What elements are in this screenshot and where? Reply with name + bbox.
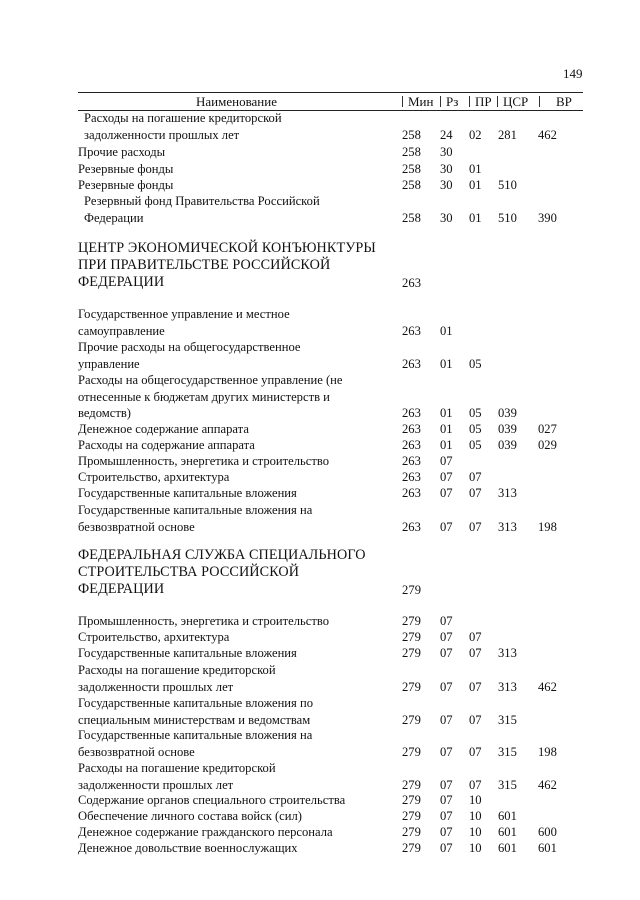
cell-pr: 02 [469, 127, 482, 142]
table-row [78, 161, 482, 178]
cell-min: 263 [402, 470, 421, 484]
cell-csr: 315 [498, 777, 517, 792]
cell-rz: 30 [440, 178, 453, 192]
cell-vr: 462 [538, 679, 557, 694]
cell-pr: 07 [469, 679, 482, 694]
cell-pr: 07 [469, 777, 482, 792]
row-name-line: безвозвратной основе [78, 744, 195, 759]
header-divider [469, 96, 470, 107]
table-row [78, 437, 557, 454]
row-name-line: Прочие расходы [78, 145, 166, 159]
row-name-line: Государственные капитальные вложения на [78, 503, 313, 517]
cell-pr: 10 [469, 809, 482, 823]
header-rz: Рз [446, 94, 459, 109]
header-vr: ВР [556, 94, 572, 109]
cell-csr: 039 [498, 438, 517, 452]
cell-rz: 07 [440, 614, 453, 628]
cell-min: 258 [402, 127, 421, 142]
cell-min: 263 [402, 519, 421, 534]
cell-rz: 07 [440, 809, 453, 823]
cell-rz: 30 [440, 210, 453, 225]
cell-pr: 10 [469, 825, 482, 839]
cell-csr: 510 [498, 178, 517, 192]
cell-min: 263 [402, 275, 422, 290]
row-name-line: задолженности прошлых лет [84, 127, 240, 142]
cell-vr: 390 [538, 210, 557, 225]
cell-rz: 07 [440, 630, 453, 644]
cell-min: 279 [402, 614, 421, 628]
row-name-line: Строительство, архитектура [78, 630, 230, 644]
cell-min: 279 [402, 793, 421, 807]
cell-min: 263 [402, 438, 421, 452]
header-min: Мин [408, 94, 434, 109]
cell-csr: 315 [498, 712, 517, 727]
row-name-line: ЦЕНТР ЭКОНОМИЧЕСКОЙ КОНЪЮНКТУРЫ [78, 240, 376, 256]
row-name-line: Расходы на погашение кредиторской [78, 663, 276, 677]
header-pr: ПР [475, 94, 492, 109]
row-name-line: управление [78, 356, 140, 371]
cell-rz: 01 [440, 323, 453, 338]
cell-min: 258 [402, 178, 421, 192]
cell-csr: 039 [498, 422, 517, 436]
cell-min: 263 [402, 323, 421, 338]
cell-rz: 24 [440, 127, 453, 142]
row-name-line: Расходы на погашение кредиторской [78, 761, 276, 775]
cell-rz: 01 [440, 356, 453, 371]
table-row [84, 193, 557, 226]
cell-min: 263 [402, 486, 421, 500]
cell-csr: 039 [498, 406, 517, 421]
cell-pr: 01 [469, 178, 482, 192]
cell-min: 258 [402, 210, 421, 225]
cell-pr: 05 [469, 422, 482, 436]
row-name-line: Денежное довольствие военнослужащих [78, 841, 298, 855]
cell-min: 279 [402, 679, 421, 694]
row-name-line: Резервные фонды [78, 178, 174, 192]
cell-rz: 07 [440, 712, 453, 727]
cell-vr: 600 [538, 825, 557, 839]
header-divider [402, 96, 403, 107]
row-name-line: Промышленность, энергетика и строительство [78, 614, 330, 628]
cell-rz: 07 [440, 646, 453, 660]
cell-csr: 601 [498, 825, 517, 839]
row-name-line: Резервные фонды [78, 162, 174, 176]
cell-pr: 07 [469, 470, 482, 484]
cell-rz: 07 [440, 825, 453, 839]
table-row [78, 469, 482, 486]
cell-rz: 07 [440, 777, 453, 792]
cell-min: 279 [402, 630, 421, 644]
table-row [78, 453, 453, 470]
cell-pr: 07 [469, 630, 482, 644]
table-row [78, 727, 557, 760]
table-row [78, 824, 557, 841]
cell-rz: 01 [440, 438, 453, 452]
table-row [78, 372, 517, 422]
cell-pr: 07 [469, 486, 482, 500]
cell-vr: 462 [538, 127, 557, 142]
row-name-line: Строительство, архитектура [78, 470, 230, 484]
table-row [78, 502, 557, 535]
cell-csr: 601 [498, 841, 517, 855]
cell-pr: 05 [469, 356, 482, 371]
cell-pr: 07 [469, 519, 482, 534]
cell-min: 263 [402, 356, 421, 371]
row-name-line: Обеспечение личного состава войск (сил) [78, 809, 302, 823]
row-name-line: ФЕДЕРАЦИИ [78, 274, 165, 291]
table-row [78, 662, 557, 695]
row-name-line: Расходы на общегосударственное управление (не [78, 373, 343, 387]
row-name-line: Государственное управление и местное [78, 307, 290, 321]
table-row [78, 613, 453, 630]
cell-csr: 313 [498, 679, 517, 694]
table-row [78, 629, 482, 646]
header-divider [440, 96, 441, 107]
row-name-line: ведомств) [78, 406, 131, 421]
row-name-line: отнесенные к бюджетам других министерств и [78, 389, 330, 404]
table-row [78, 306, 453, 339]
cell-csr: 313 [498, 486, 517, 500]
cell-min: 279 [402, 777, 421, 792]
cell-pr: 01 [469, 162, 482, 176]
row-name-line: ФЕДЕРАЛЬНАЯ СЛУЖБА СПЕЦИАЛЬНОГО [78, 547, 366, 563]
row-name-line: самоуправление [78, 323, 165, 338]
table-row [78, 695, 517, 728]
cell-rz: 07 [440, 519, 453, 534]
cell-min: 279 [402, 825, 421, 839]
cell-rz: 07 [440, 841, 453, 855]
row-name-line: Прочие расходы на общегосударственное [78, 340, 301, 354]
row-name-line: Государственные капитальные вложения по [78, 696, 314, 710]
table-row [84, 110, 557, 143]
row-name-line: Расходы на погашение кредиторской [84, 111, 282, 125]
row-name-line: СТРОИТЕЛЬСТВА РОССИЙСКОЙ [78, 564, 300, 581]
table-row [78, 421, 557, 438]
cell-min: 279 [402, 582, 422, 597]
table-row [78, 808, 517, 825]
header-divider [497, 96, 498, 107]
cell-vr: 601 [538, 841, 557, 855]
row-name-line: Федерации [84, 210, 144, 225]
row-name-line: Денежное содержание гражданского персонала [78, 825, 333, 839]
cell-rz: 01 [440, 422, 453, 436]
page-number: 149 [563, 66, 583, 81]
row-name-line: Резервный фонд Правительства Российской [84, 194, 320, 208]
cell-rz: 07 [440, 486, 453, 500]
row-name-line: Промышленность, энергетика и строительство [78, 454, 330, 468]
row-name-line: Государственные капитальные вложения [78, 486, 297, 500]
table-row [78, 840, 557, 857]
cell-min: 258 [402, 162, 421, 176]
row-name-line: Содержание органов специального строительства [78, 793, 346, 807]
cell-rz: 07 [440, 454, 453, 468]
table-header [78, 92, 583, 111]
cell-pr: 05 [469, 438, 482, 452]
header-csr: ЦСР [503, 94, 529, 109]
header-name: Наименование [196, 94, 277, 109]
cell-min: 263 [402, 422, 421, 436]
cell-rz: 30 [440, 162, 453, 176]
cell-csr: 315 [498, 744, 517, 759]
cell-min: 258 [402, 145, 421, 159]
row-name-line: Государственные капитальные вложения [78, 646, 297, 660]
cell-rz: 07 [440, 793, 453, 807]
cell-rz: 01 [440, 406, 453, 421]
section-heading-row [78, 547, 422, 599]
cell-min: 279 [402, 809, 421, 823]
cell-vr: 198 [538, 519, 557, 534]
row-name-line: Расходы на содержание аппарата [78, 438, 255, 452]
cell-min: 279 [402, 841, 421, 855]
cell-pr: 10 [469, 841, 482, 855]
table-row [78, 760, 557, 793]
cell-pr: 07 [469, 646, 482, 660]
row-name-line: ФЕДЕРАЦИИ [78, 581, 165, 598]
cell-min: 279 [402, 712, 421, 727]
table-row [78, 645, 517, 662]
cell-rz: 30 [440, 145, 453, 159]
cell-pr: 07 [469, 744, 482, 759]
cell-min: 279 [402, 646, 421, 660]
table-row [78, 339, 482, 372]
cell-min: 263 [402, 454, 421, 468]
table-row [78, 485, 517, 502]
cell-vr: 462 [538, 777, 557, 792]
cell-vr: 029 [538, 438, 557, 452]
cell-pr: 10 [469, 793, 482, 807]
cell-csr: 313 [498, 646, 517, 660]
cell-pr: 01 [469, 210, 482, 225]
cell-csr: 281 [498, 127, 517, 142]
row-name-line: Денежное содержание аппарата [78, 422, 249, 436]
row-name-line: безвозвратной основе [78, 519, 195, 534]
cell-csr: 510 [498, 210, 517, 225]
row-name-line: задолженности прошлых лет [78, 777, 234, 792]
table-row [78, 144, 453, 161]
cell-csr: 313 [498, 519, 517, 534]
cell-rz: 07 [440, 744, 453, 759]
cell-pr: 07 [469, 712, 482, 727]
row-name-line: специальным министерствам и ведомствам [78, 712, 311, 727]
table-row [78, 792, 482, 809]
cell-vr: 198 [538, 744, 557, 759]
row-name-line: задолженности прошлых лет [78, 679, 234, 694]
cell-vr: 027 [538, 422, 557, 436]
cell-pr: 05 [469, 406, 482, 421]
section-heading-row [78, 240, 422, 292]
cell-csr: 601 [498, 809, 517, 823]
cell-min: 263 [402, 406, 421, 421]
cell-rz: 07 [440, 679, 453, 694]
cell-min: 279 [402, 744, 421, 759]
row-name-line: ПРИ ПРАВИТЕЛЬСТВЕ РОССИЙСКОЙ [78, 257, 331, 274]
cell-rz: 07 [440, 470, 453, 484]
table-row [78, 177, 517, 194]
row-name-line: Государственные капитальные вложения на [78, 728, 313, 742]
header-divider [539, 96, 540, 107]
